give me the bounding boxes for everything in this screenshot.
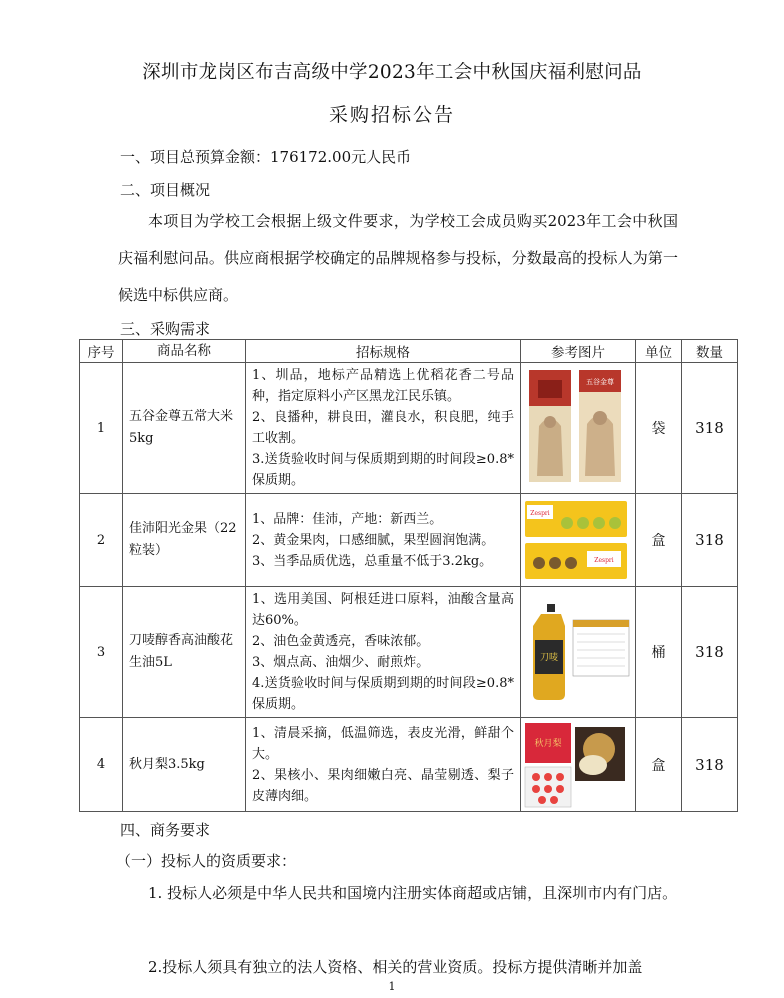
spec-line: 1、品牌：佳沛，产地：新西兰。 xyxy=(252,511,443,527)
oil-bottle-image xyxy=(521,590,635,714)
header-image: 参考图片 xyxy=(521,340,636,363)
row-number: 3 xyxy=(80,587,123,718)
header-spec: 招标规格 xyxy=(246,340,521,363)
spec-line: 1、圳品，地标产品精选上优稻花香二号品种，指定原料小产区黑龙江民乐镇。 xyxy=(252,368,514,404)
spec-line: 4.送货验收时间与保质期到期的时间段≥0.8*保质期。 xyxy=(252,676,514,712)
overview-paragraph: 本项目为学校工会根据上级文件要求，为学校工会成员购买2023年工会中秋国庆福利慰问品。供应商根据学校确定的品牌规格参与投标，分数最高的投标人为第一候选中标供应商。 xyxy=(118,212,678,304)
header-no: 序号 xyxy=(80,340,123,363)
reference-image-cell xyxy=(521,363,636,494)
rice-bag-image xyxy=(521,366,635,490)
row-number: 2 xyxy=(80,494,123,587)
requirement-1: 1. 投标人必须是中华人民共和国境内注册实体商超或店铺，且深圳市内有门店。 xyxy=(148,884,678,902)
document-subtitle: 采购招标公告 xyxy=(328,104,455,126)
table-row xyxy=(80,718,738,812)
overview-heading: 二、项目概况 xyxy=(120,181,211,199)
procurement-table xyxy=(79,339,738,812)
table-row xyxy=(80,494,738,587)
oil-brand-label: 刀唛 xyxy=(539,653,559,663)
budget-heading: 一、项目总预算金额：176172.00元人民币 xyxy=(120,148,412,166)
kiwi-brand-label: Zespri xyxy=(594,556,614,564)
pear-box-image xyxy=(521,719,635,811)
product-spec xyxy=(246,718,521,812)
row-number: 1 xyxy=(80,363,123,494)
header-name: 商品名称 xyxy=(123,340,246,363)
spec-line: 1、选用美国、阿根廷进口原料，油酸含量高达60%。 xyxy=(252,592,514,628)
product-spec xyxy=(246,494,521,587)
product-name: 五谷金尊五常大米5kg xyxy=(123,363,246,494)
spec-line: 2、黄金果肉，口感细腻，果型圆润饱满。 xyxy=(252,532,495,548)
unit: 袋 xyxy=(636,363,682,494)
spec-line: 2、油色金黄透亮，香味浓郁。 xyxy=(252,634,430,649)
product-name: 刀唛醇香高油酸花生油5L xyxy=(123,587,246,718)
product-spec xyxy=(246,587,521,718)
spec-line: 3.送货验收时间与保质期到期的时间段≥0.8*保质期。 xyxy=(252,452,514,488)
spec-line: 3、烟点高、油烟少、耐煎炸。 xyxy=(252,655,430,670)
spec-line: 3、当季品质优选，总重量不低于3.2kg。 xyxy=(252,553,493,569)
kiwi-brand-label: Zespri xyxy=(530,509,550,517)
quantity: 318 xyxy=(682,718,738,812)
quantity: 318 xyxy=(682,494,738,587)
kiwi-box-image xyxy=(521,495,635,586)
qualification-heading: （一）投标人的资质要求： xyxy=(116,852,297,870)
pear-box-label: 秋月梨 xyxy=(534,738,562,749)
spec-line: 2、果核小、果肉细嫩白亮、晶莹剔透、梨子皮薄肉细。 xyxy=(252,767,514,804)
header-qty: 数量 xyxy=(682,340,738,363)
table-row xyxy=(80,363,738,494)
product-name: 佳沛阳光金果（22粒装） xyxy=(123,494,246,587)
business-heading: 四、商务要求 xyxy=(120,821,211,839)
table-row xyxy=(80,587,738,718)
unit: 桶 xyxy=(636,587,682,718)
table-header-row xyxy=(80,340,738,363)
unit: 盒 xyxy=(636,494,682,587)
reference-image-cell xyxy=(521,587,636,718)
document-title: 深圳市龙岗区布吉高级中学2023年工会中秋国庆福利慰问品 xyxy=(142,62,642,83)
unit: 盒 xyxy=(636,718,682,812)
reference-image-cell xyxy=(521,718,636,812)
quantity: 318 xyxy=(682,363,738,494)
requirement-2: 2.投标人须具有独立的法人资格、相关的营业资质。投标方提供清晰并加盖 xyxy=(148,958,643,976)
quantity: 318 xyxy=(682,587,738,718)
reference-image-cell xyxy=(521,494,636,587)
row-number: 4 xyxy=(80,718,123,812)
page-number: 1 xyxy=(388,980,396,993)
product-spec xyxy=(246,363,521,494)
requirements-heading: 三、采购需求 xyxy=(120,320,211,338)
product-name: 秋月梨3.5kg xyxy=(123,718,246,812)
header-unit: 单位 xyxy=(636,340,682,363)
spec-line: 2、良播种，耕良田，灌良水，积良肥，纯手工收割。 xyxy=(252,410,514,446)
rice-label: 五谷金尊 xyxy=(586,378,614,386)
spec-line: 1、清晨采摘，低温筛选，表皮光滑，鲜甜个大。 xyxy=(252,725,514,762)
